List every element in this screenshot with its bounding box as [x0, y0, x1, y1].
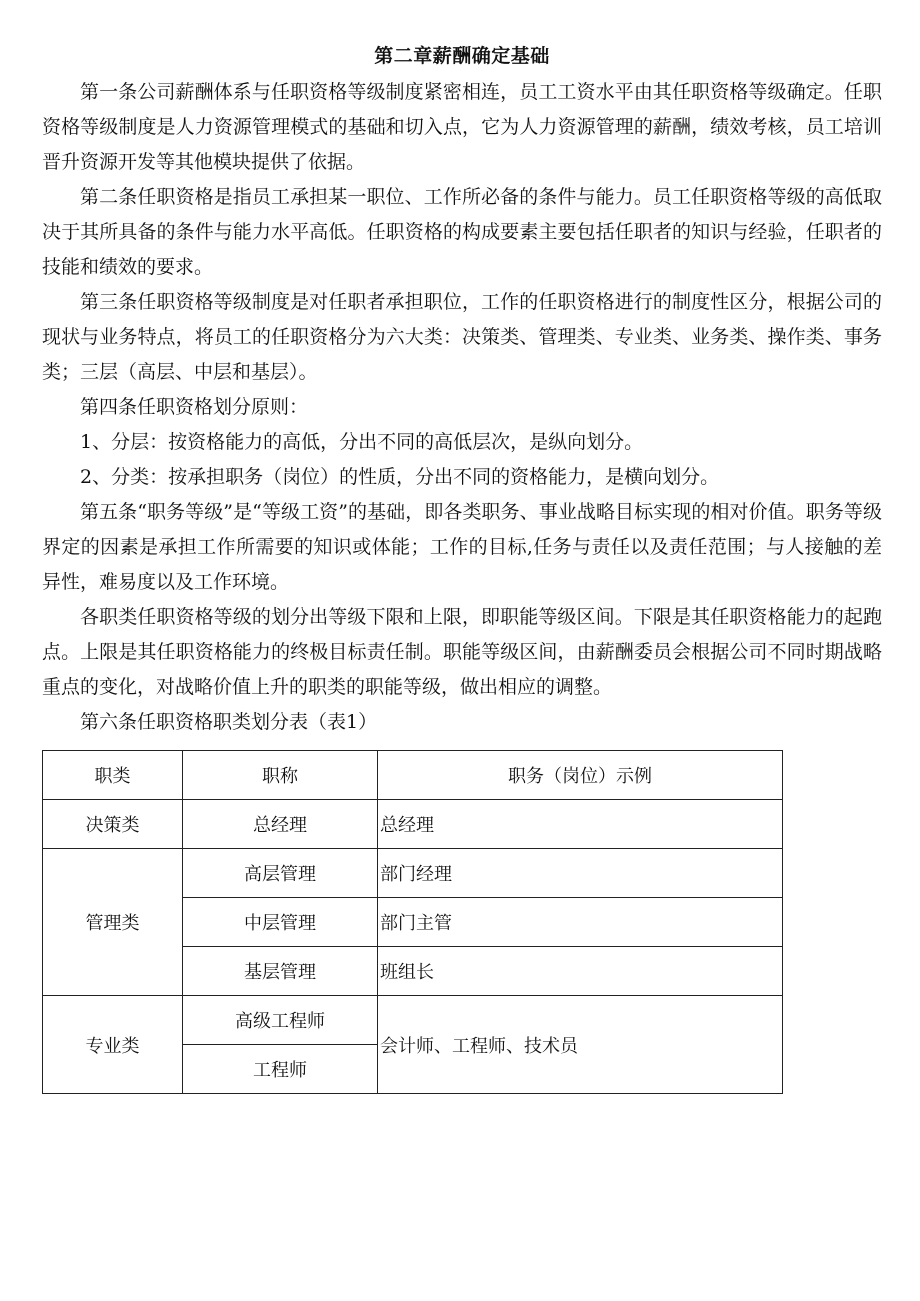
title-cell: 基层管理 [183, 947, 378, 996]
paragraph-article-2: 第二条任职资格是指员工承担某一职位、工作所必备的条件与能力。员工任职资格等级的高低取决于其所具备的条件与能力水平高低。任职资格的构成要素主要包括任职者的知识与经验，任职者的技能和绩效的要求。 [42, 186, 882, 278]
category-cell: 管理类 [43, 849, 183, 996]
document-title: 第二章薪酬确定基础 [374, 45, 550, 67]
table-row [43, 800, 783, 849]
classification-table-wrapper [42, 750, 782, 1094]
title-cell: 高级工程师 [183, 996, 378, 1045]
example-cell: 部门经理 [378, 849, 783, 898]
document-page [42, 40, 882, 1094]
example-cell: 会计师、工程师、技术员 [378, 996, 783, 1094]
paragraph-article-5: 第五条“职务等级”是“等级工资”的基础，即各类职务、事业战略目标实现的相对价值。职务等级界定的因素是承担工作所需要的知识或体能；工作的目标,任务与责任以及责任范围；与人接触的差异性，难易度以及工作环境。 [42, 501, 882, 593]
paragraph-grade-range: 各职类任职资格等级的划分出等级下限和上限，即职能等级区间。下限是其任职资格能力的起跑点。上限是其任职资格能力的终极目标责任制。职能等级区间，由薪酬委员会根据公司不同时期战略重点的变化，对战略价值上升的职类的职能等级，做出相应的调整。 [42, 606, 882, 698]
table-header-row [43, 751, 783, 800]
title-cell: 总经理 [183, 800, 378, 849]
paragraph-article-6: 第六条任职资格职类划分表（表1） [80, 711, 378, 733]
title-cell: 高层管理 [183, 849, 378, 898]
paragraph-principle-1: 1、分层：按资格能力的高低，分出不同的高低层次，是纵向划分。 [80, 431, 644, 453]
paragraph-article-4: 第四条任职资格划分原则： [80, 396, 309, 418]
category-cell: 专业类 [43, 996, 183, 1094]
title-cell: 工程师 [183, 1045, 378, 1094]
example-cell: 总经理 [378, 800, 783, 849]
example-cell: 部门主管 [378, 898, 783, 947]
table-header-cell: 职类 [43, 751, 183, 800]
classification-table [42, 750, 783, 1094]
paragraph-article-1: 第一条公司薪酬体系与任职资格等级制度紧密相连，员工工资水平由其任职资格等级确定。任职资格等级制度是人力资源管理模式的基础和切入点，它为人力资源管理的薪酬，绩效考核，员工培训晋升资源开发等其他模块提供了依据。 [42, 81, 882, 173]
title-cell: 中层管理 [183, 898, 378, 947]
example-cell: 班组长 [378, 947, 783, 996]
table-header-cell: 职称 [183, 751, 378, 800]
table-row [43, 996, 783, 1045]
paragraph-principle-2: 2、分类：按承担职务（岗位）的性质，分出不同的资格能力，是横向划分。 [80, 466, 720, 488]
table-header-cell: 职务（岗位）示例 [378, 751, 783, 800]
table-row [43, 849, 783, 898]
paragraph-article-3: 第三条任职资格等级制度是对任职者承担职位，工作的任职资格进行的制度性区分，根据公司的现状与业务特点，将员工的任职资格分为六大类：决策类、管理类、专业类、业务类、操作类、事务类；三层（高层、中层和基层）。 [42, 291, 882, 383]
category-cell: 决策类 [43, 800, 183, 849]
